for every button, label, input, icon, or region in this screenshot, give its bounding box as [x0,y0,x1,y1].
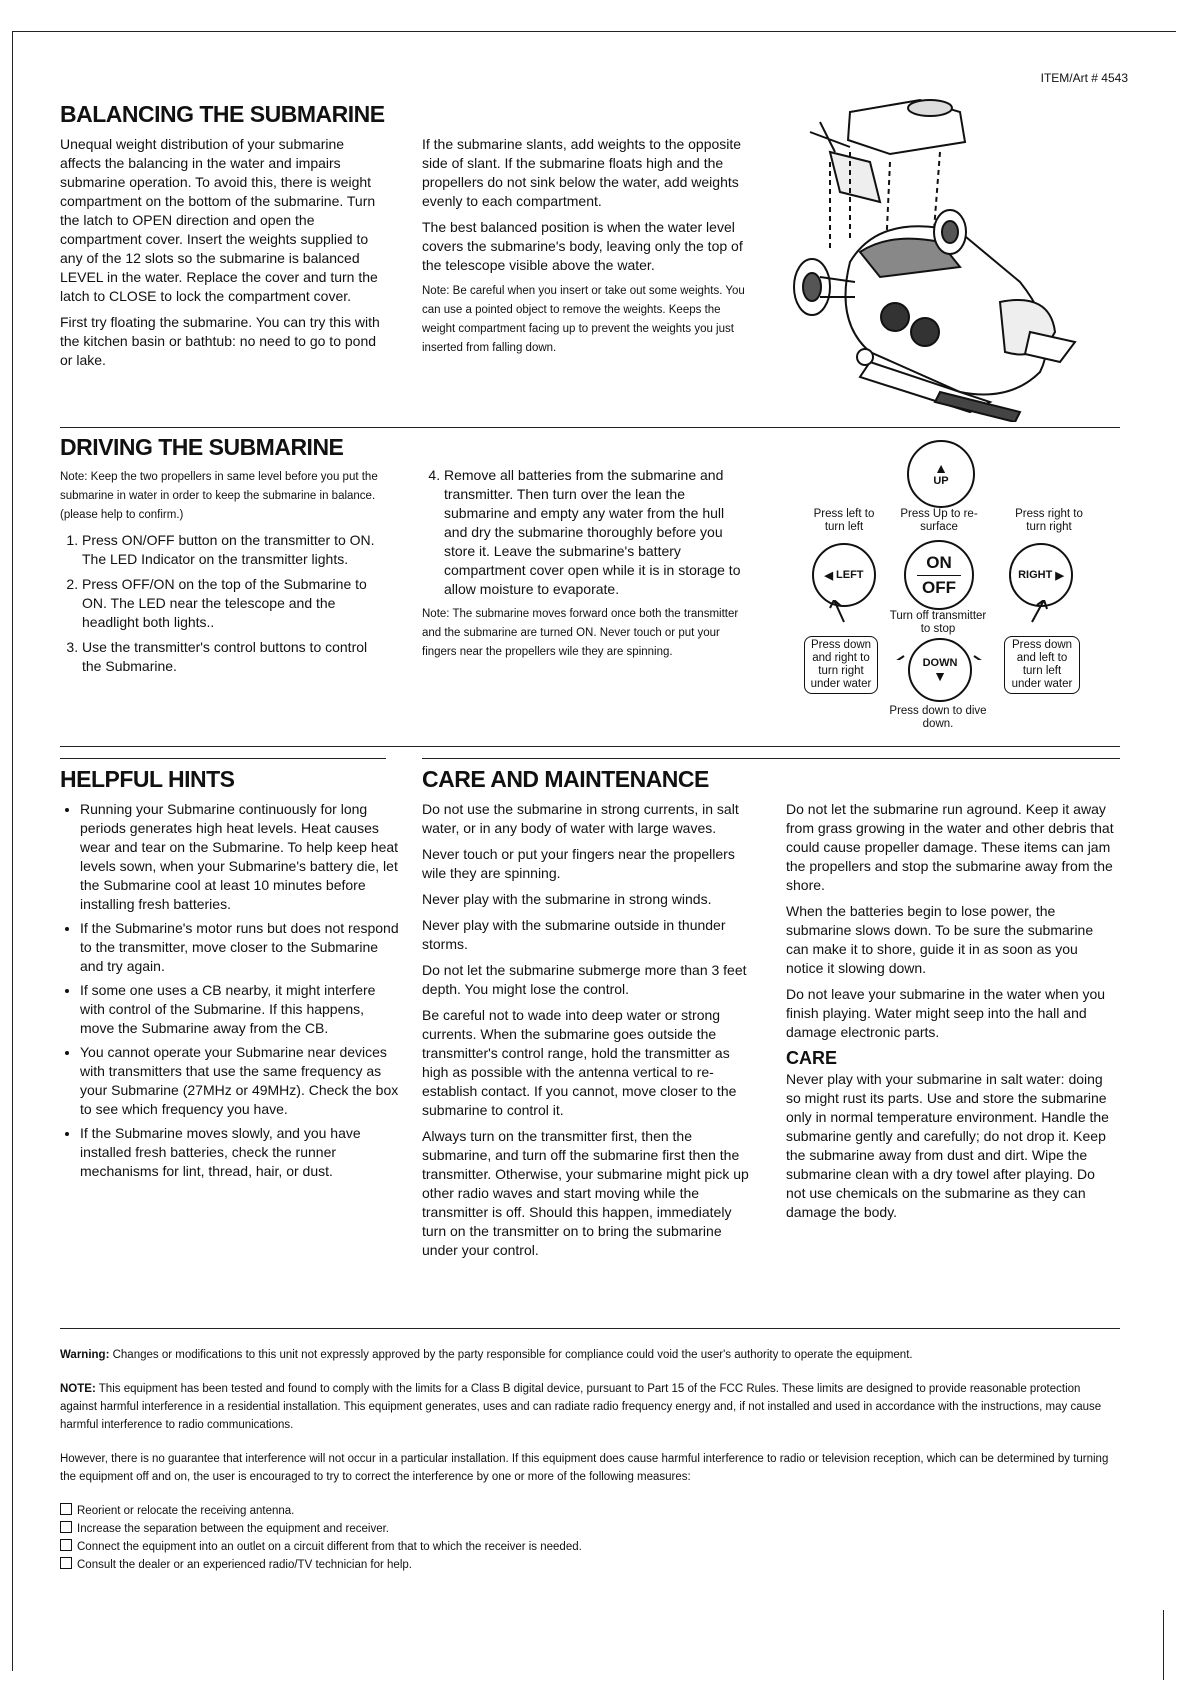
checkbox-icon [60,1557,72,1569]
measure-item [60,1520,1120,1538]
driving-col1 [60,468,384,682]
note-body: This equipment has been tested and found to comply with the limits for a Class B digital device, pursuant to Part 15 of the FCC Rules. These limits are designed to provide reasonable protection against harmful interference in a residential installation. This equipment generates, uses and can radiate radio frequency energy and, if not installed and used in accordance with the instructions, may cause harmful interference to radio communications. [60,1383,1102,1431]
press-down-label: Press down to dive down. [889,705,987,730]
measure-text: Reorient or relocate the receiving antenna. [77,1505,295,1517]
driving-col2 [422,466,746,662]
driving-steps-cont [422,466,746,599]
down-right-label: Press down and right to turn right under water [804,636,878,694]
measure-item [60,1538,1120,1556]
left-arrow-icon: ◀ [824,569,833,582]
measure-text: Consult the dealer or an experienced radio/TV technician for help. [77,1559,412,1571]
right-arrow-icon: ▶ [1055,569,1064,582]
legal-section [60,1346,1120,1574]
measure-text: Increase the separation between the equipment and receiver. [77,1523,389,1535]
hints-list [60,800,400,1186]
checkbox-icon [60,1521,72,1533]
on-off-divider [917,575,961,576]
measure-text: Connect the equipment into an outlet on a circuit different from that to which the receiver is needed. [77,1541,582,1553]
care-para: Do not let the submarine run aground. Keep it away from grass growing in the water and other debris that could cause propeller damage. These items can jam the propellers and stop the submarine away from the shore. [786,801,1114,893]
press-left-label: Press left to turn left [813,508,875,533]
right-button [1009,543,1073,607]
driving-note: Note: Keep the two propellers in same level before you put the submarine in water in order to keep the submarine in balance. (please help to confirm.) [60,471,378,521]
checkbox-icon [60,1503,72,1515]
off-label: OFF [922,577,956,597]
care-para: Never touch or put your fingers near the propellers wile they are spinning. [422,846,735,881]
warning-label: Warning: [60,1349,110,1361]
driving-note2: Note: The submarine moves forward once both the transmitter and the submarine are turned ON. Never touch or put your fingers near the propellers wile they are spinning. [422,608,739,658]
care-para: Do not leave your submarine in the water when you finish playing. Water might seep into the hall and damage electronic parts. [786,986,1106,1040]
list-item: • Running your Submarine continuously for long periods generates high heat levels. Heat causes wear and tear on the Submarine. To help keep heat levels sown, when your Submarine's battery die, let the Submarine cool at least 10 minutes before installing fresh batteries. [80,800,400,914]
measure-item [60,1502,1120,1520]
care-subtitle: CARE [786,1048,838,1068]
care-para: Never play with the submarine outside in thunder storms. [422,917,726,952]
care-para: Always turn on the transmitter first, then the submarine, and turn off the submarine first then the transmitter. Otherwise, your submarine might pick up other radio waves and start moving while the transmitter is off. Should this happen, immediately turn on the transmitter on to bring the submarine under your control. [422,1128,749,1258]
list-item: • If some one uses a CB nearby, it might interfere with control of the Submarine. If this happens, move the Submarine away from the CB. [80,981,400,1038]
list-item: 1. Press ON/OFF button on the transmitter to ON. The LED Indicator on the transmitter lights. [82,531,384,569]
page-frame-left [12,31,13,1671]
list-item: 4. Remove all batteries from the submarine and transmitter. Then turn over the lean the submarine and empty any water from the hull and dry the submarine thoroughly before you store it. Leave the submarine's battery compartment cover open while it is in storage to allow moisture to evaporate. [444,466,746,599]
section-divider-short [422,758,1120,759]
down-button [908,638,972,702]
page-frame-right [1163,1610,1164,1680]
list-item: • You cannot operate your Submarine near devices with transmitters that use the same frequency as your Submarine (27MHz or 49MHz). Check the box to see which frequency you have. [80,1043,400,1119]
section-divider [60,427,1120,428]
care-para: Do not let the submarine submerge more than 3 feet depth. You might lose the control. [422,962,747,997]
care-col2 [786,800,1118,1229]
driving-title: DRIVING THE SUBMARINE [60,434,344,460]
checkbox-icon [60,1539,72,1551]
hints-title: HELPFUL HINTS [60,766,235,792]
list-item: 3. Use the transmitter's control buttons to control the Submarine. [82,638,384,676]
item-number: ITEM/Art # 4543 [1040,71,1128,85]
care-para: When the batteries begin to lose power, the submarine slows down. To be sure the submarine can make it to shore, guide it in as soon as you notice it slowing down. [786,903,1094,976]
page-frame-top [12,31,1176,32]
balancing-col1 [60,135,384,377]
down-label: DOWN [922,657,958,669]
left-label: LEFT [836,569,864,581]
up-label: UP [933,475,949,487]
right-label: RIGHT [1018,569,1053,581]
up-arrow-icon: ▲ [934,460,948,476]
driving-steps [60,531,384,676]
warning-text [60,1346,1120,1364]
care-para: Be careful not to wade into deep water or strong currents. When the submarine goes outside the transmitter's control range, hold the transmitter as high as possible with the antenna vertical to re-establish contact. If you cannot, move closer to the submarine to control it. [422,1007,737,1118]
balancing-title: BALANCING THE SUBMARINE [60,101,385,127]
turn-off-label: Turn off transmitter to stop [889,610,987,635]
care-title: CARE AND MAINTENANCE [422,766,709,792]
section-divider-short [60,758,386,759]
balancing-para: If the submarine slants, add weights to the opposite side of slant. If the submarine floats high and the propellers do not sink below the water, add weights evenly to each compartment. [422,136,742,209]
list-item: • If the Submarine moves slowly, and you have installed fresh batteries, check the runner mechanisms for lint, thread, hair, or dust. [80,1124,400,1181]
balancing-para: Unequal weight distribution of your submarine affects the balancing in the water and impairs submarine operation. To avoid this, there is weight compartment on the bottom of the submarine. Turn the latch to OPEN direction and open the compartment cover. Insert the weights supplied to any of the 12 slots so the submarine is balanced LEVEL in the water. Replace the cover and turn the latch to CLOSE to lock the compartment cover. [60,136,378,304]
list-item: • If the Submarine's motor runs but does not respond to the transmitter, move closer to the Submarine and try again. [80,919,400,976]
section-divider [60,1328,1120,1329]
warning-body: Changes or modifications to this unit not expressly approved by the party responsible for compliance could void the user's authority to operate the equipment. [112,1349,913,1361]
controller-diagram [804,440,1104,740]
measure-item [60,1556,1120,1574]
balancing-col2 [422,135,746,358]
down-arrow-icon: ▼ [933,668,947,684]
care-col1 [422,800,750,1267]
however-text: However, there is no guarantee that interference will not occur in a particular installation. If this equipment does cause harmful interference to radio or television reception, which can be determined by turning the equipment off and on, the user is encouraged to try to correct the interference by one or more of the following measures: [60,1453,1109,1483]
press-right-label: Press right to turn right [1015,508,1083,533]
up-button [907,440,975,508]
left-button [812,543,876,607]
balancing-para: First try floating the submarine. You can try this with the kitchen basin or bathtub: no need to go to pond or lake. [60,314,380,368]
press-up-label: Press Up to re-surface [900,508,978,533]
care-para: Do not use the submarine in strong currents, in salt water, or in any body of water with large waves. [422,801,739,836]
note-label: NOTE: [60,1383,96,1395]
fcc-note [60,1380,1120,1434]
balancing-para: The best balanced position is when the water level covers the submarine's body, leaving only the top of the telescope visible above the water. [422,219,743,273]
submarine-illustration [790,92,1080,422]
list-item: 2. Press OFF/ON on the top of the Submarine to ON. The LED near the telescope and the headlight both lights.. [82,575,384,632]
on-label: ON [926,552,952,572]
balancing-note: Note: Be careful when you insert or take out some weights. You can use a pointed object to remove the weights. Keeps the weight compartment facing up to prevent the weights you just inserted from falling down. [422,285,745,354]
care-para: Never play with the submarine in strong winds. [422,891,712,907]
down-left-label: Press down and left to turn left under water [1004,636,1080,694]
section-divider [60,746,1120,747]
care-para: Never play with your submarine in salt water: doing so might rust its parts. Use and store the submarine only in normal temperature environment. Handle the submarine gently and carefully; do not drop it. Keep the submarine away from dust and dirt. Wipe the submarine clean with a dry towel after playing. Do not use chemicals on the submarine as they can damage the body. [786,1071,1109,1220]
